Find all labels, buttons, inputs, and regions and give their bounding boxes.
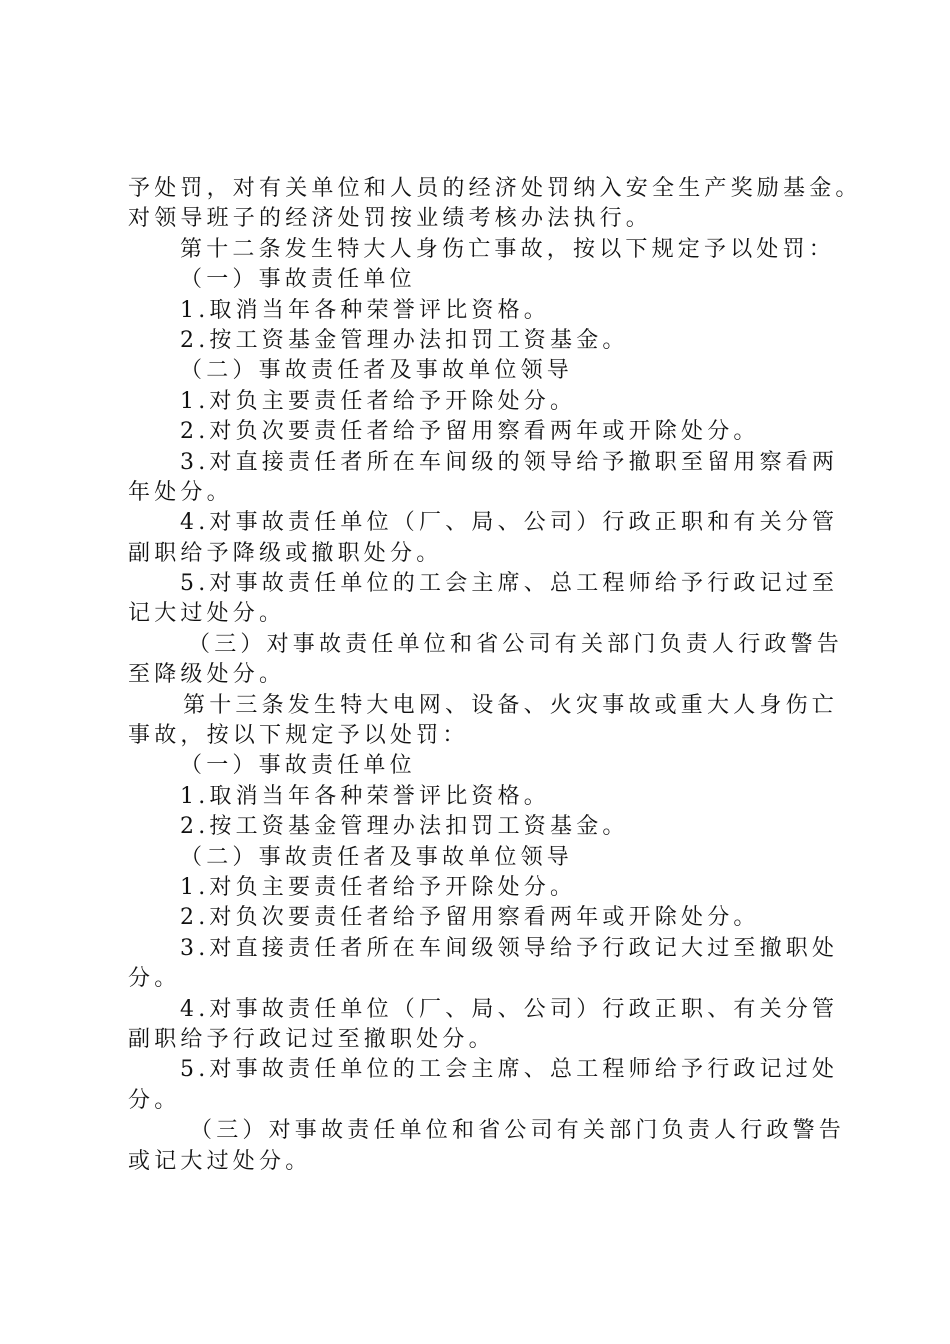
list-item: 3.对直接责任者所在车间级的领导给予撤职至留用察看两 [180,449,839,475]
list-item: 1.取消当年各种荣誉评比资格。 [180,783,550,809]
text-line: 记大过处分。 [128,601,286,627]
text-line: 分。 [128,1087,181,1113]
list-item: 5.对事故责任单位的工会主席、总工程师给予行政记过处 [180,1057,839,1083]
article-12-heading: 第十二条发生特大人身伤亡事故，按以下规定予以处罚： [180,236,836,262]
list-item: 2.对负次要责任者给予留用察看两年或开除处分。 [180,905,760,931]
section-heading: （二）事故责任者及事故单位领导 [180,358,574,384]
section-heading: （二）事故责任者及事故单位领导 [180,844,574,870]
text-line: 事故，按以下规定予以处罚： [128,723,469,749]
section-heading: （三）对事故责任单位和省公司有关部门负责人行政警告 [188,631,844,657]
list-item: 4.对事故责任单位（厂、局、公司）行政正职和有关分管 [180,510,839,536]
list-item: 1.对负主要责任者给予开除处分。 [180,388,577,414]
list-item: 1.取消当年各种荣誉评比资格。 [180,297,550,323]
text-line: 至降级处分。 [128,662,286,688]
text-line: 分。 [128,966,181,992]
text-line: 或记大过处分。 [128,1148,312,1174]
text-line: 副职给予降级或撤职处分。 [128,540,443,566]
section-heading: （一）事故责任单位 [180,267,416,293]
list-item: 1.对负主要责任者给予开除处分。 [180,874,577,900]
text-line: 对领导班子的经济处罚按业绩考核办法执行。 [128,206,653,232]
section-heading: （一）事故责任单位 [180,753,416,779]
section-heading: （三）对事故责任单位和省公司有关部门负责人行政警告 [190,1118,846,1144]
list-item: 3.对直接责任者所在车间级领导给予行政记大过至撤职处 [180,935,839,961]
text-line: 予处罚，对有关单位和人员的经济处罚纳入安全生产奖励基金。 [128,176,862,201]
document-body [128,174,862,1177]
text-line: 副职给予行政记过至撤职处分。 [128,1026,495,1052]
list-item: 2.按工资基金管理办法扣罚工资基金。 [180,327,629,353]
list-item: 5.对事故责任单位的工会主席、总工程师给予行政记过至 [180,571,839,597]
text-line: 年处分。 [128,479,233,505]
list-item: 2.对负次要责任者给予留用察看两年或开除处分。 [180,419,760,445]
list-item: 2.按工资基金管理办法扣罚工资基金。 [180,814,629,840]
list-item: 4.对事故责任单位（厂、局、公司）行政正职、有关分管 [180,996,839,1022]
article-13-heading: 第十三条发生特大电网、设备、火灾事故或重大人身伤亡 [183,692,839,718]
